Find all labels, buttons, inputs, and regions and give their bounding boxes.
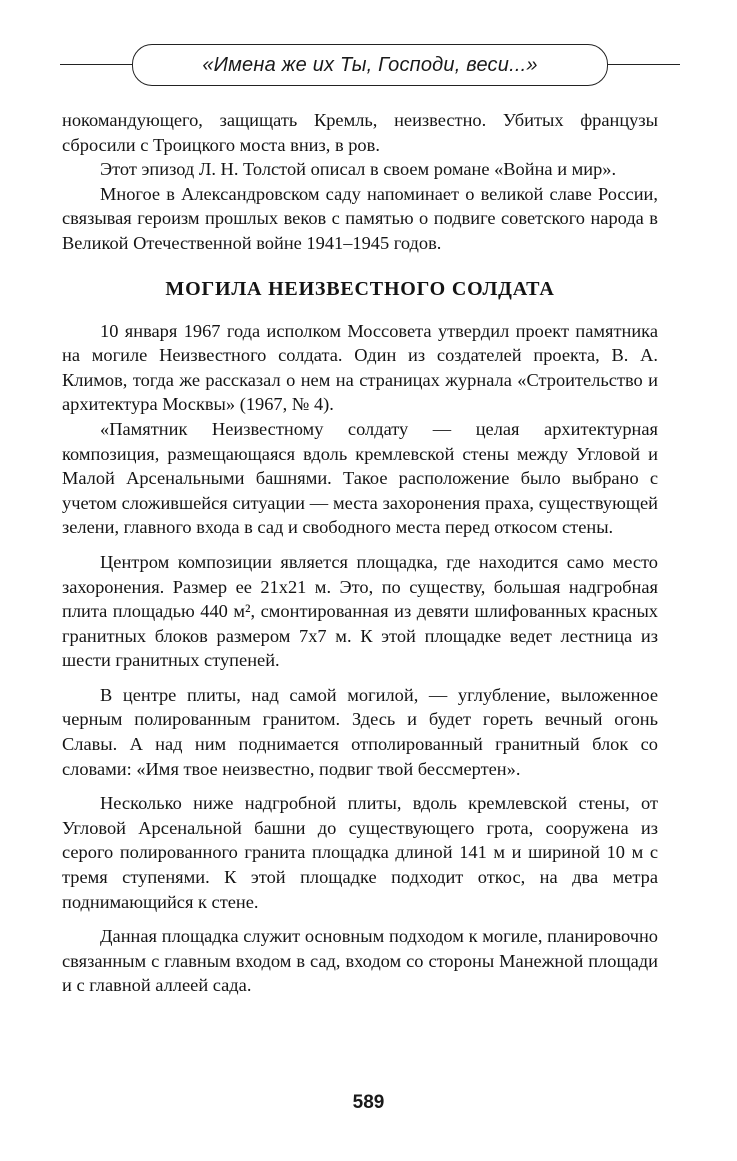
paragraph: Несколько ниже надгробной плиты, вдоль кремлевской стены, от Угловой Арсенальной башни до существующего грота, сооружена из серого полированного гранита площадка длиной 141 м и шириной 10 м с тремя ступенями. К этой площадке подходит откос, на два метра поднимающийся к стене. — [62, 793, 658, 912]
running-header — [60, 44, 680, 84]
section-heading: МОГИЛА НЕИЗВЕСТНОГО СОЛДАТА — [165, 277, 555, 300]
paragraph: Центром композиции является площадка, где находится само место захоронения. Размер ее 21х21 м. Это, по существу, большая надгробная плита площадью 440 м², смонтированная из девяти шлифованных красных гранитных блоков размером 7х7 м. К этой площадке ведет лестница из шести гранитных ступеней. — [62, 551, 658, 671]
paragraph: Данная площадка служит основным подходом к могиле, планировочно связанным с главным входом в сад, входом со стороны Манежной площади и с главной аллеей сада. — [62, 926, 658, 996]
header-frame — [132, 44, 608, 86]
paragraph: нокомандующего, защищать Кремль, неизвестно. Убитых французы сбросили с Троицкого моста вниз, в ров. — [62, 110, 658, 155]
page-body — [62, 108, 658, 998]
page-number: 589 — [352, 1092, 385, 1113]
paragraph: 10 января 1967 года исполком Моссовета утвердил проект памятника на могиле Неизвестного солдата. Один из создателей проекта, В. А. Климов, тогда же рассказал о нем на страницах журнала «Строительство и архитектура Москвы» (1967, № 4). — [62, 320, 658, 415]
paragraph: Многое в Александровском саду напоминает о великой славе России, связывая героизм прошлых веков с памятью о подвиге советского народа в Великой Отечественной войне 1941–1945 годов. — [62, 183, 658, 253]
paragraph: В центре плиты, над самой могилой, — углубление, выложенное черным полированным гранитом. Здесь и будет гореть вечный огонь Славы. А над ним поднимается отполированный гранитный блок со словами: «Имя твое неизвестно, подвиг твой бессмертен». — [62, 684, 658, 779]
header-rule-right — [608, 64, 680, 65]
running-title: «Имена же их Ты, Господи, веси...» — [202, 53, 538, 76]
paragraph: «Памятник Неизвестному солдату — целая архитектурная композиция, размещающаяся вдоль кремлевской стены между Угловой и Малой Арсенальными башнями. Такое расположение было выбрано с учетом сложившейся ситуации — места захоронения праха, существующей зелени, главного входа в сад и свободного места перед откосом стены. — [62, 418, 658, 538]
header-rule-left — [60, 64, 132, 65]
paragraph: Этот эпизод Л. Н. Толстой описал в своем романе «Война и мир». — [100, 159, 617, 180]
